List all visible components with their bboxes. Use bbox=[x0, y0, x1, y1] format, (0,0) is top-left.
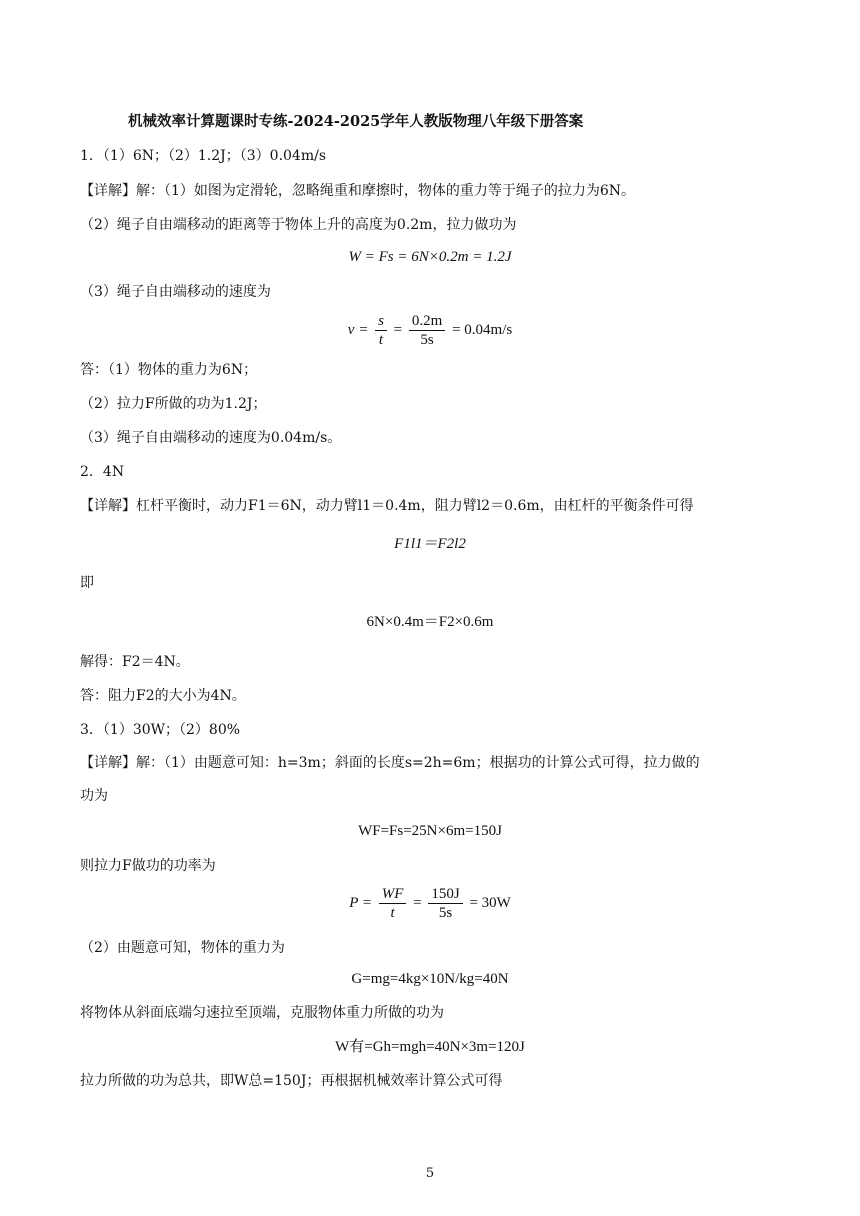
q1-conclusion-1: 答：（1）物体的重力为6N； bbox=[80, 362, 258, 378]
fraction-denominator: t bbox=[378, 332, 384, 348]
fraction-values bbox=[409, 312, 445, 349]
power-lhs: P = bbox=[349, 894, 372, 911]
q1-conclusion-2: （2）拉力F所做的功为1.2J； bbox=[80, 396, 267, 412]
q3-gravity-equation: G=mg=4kg×10N/kg=40N bbox=[351, 971, 509, 987]
q3-detail-line2: 功为 bbox=[80, 788, 108, 804]
fraction-denominator: t bbox=[390, 905, 395, 921]
equals-sign: = bbox=[393, 321, 403, 338]
q3-lift-text: 将物体从斜面底端匀速拉至顶端，克服物体重力所做的功为 bbox=[80, 1005, 444, 1021]
q3-work-equation: WF=Fs=25N×6m=150J bbox=[358, 823, 502, 839]
fraction-numerator: WF bbox=[379, 885, 407, 904]
fraction-numerator: 150J bbox=[428, 885, 462, 904]
q3-detail-line1: 【详解】解：（1）由题意可知：h=3m；斜面的长度s=2h=6m；根据功的计算公式可得，拉力做的 bbox=[80, 755, 700, 771]
page-number: 5 bbox=[425, 1166, 435, 1181]
q3-power-equation bbox=[0, 885, 860, 922]
fraction-s-over-t bbox=[375, 312, 387, 349]
q1-velocity-equation bbox=[0, 312, 860, 349]
velocity-lhs: v = bbox=[347, 321, 369, 338]
q3-part2: （2）由题意可知，物体的重力为 bbox=[80, 940, 285, 956]
power-result: = 30W bbox=[469, 894, 511, 911]
equals-sign: = bbox=[413, 894, 422, 911]
q2-ji: 即 bbox=[80, 575, 94, 591]
q1-part3: （3）绳子自由端移动的速度为 bbox=[80, 284, 271, 300]
fraction-values bbox=[428, 885, 462, 922]
q2-detail: 【详解】杠杆平衡时，动力F1＝6N，动力臂l1＝0.4m，阻力臂l2＝0.6m，由杠杆的平衡条件可得 bbox=[80, 498, 694, 514]
q1-conclusion-3: （3）绳子自由端移动的速度为0.04m/s。 bbox=[80, 430, 342, 446]
q3-answer: 3．（1）30W；（2）80% bbox=[80, 722, 241, 738]
q2-conclusion: 答：阻力F2的大小为4N。 bbox=[80, 688, 246, 704]
q1-answer: 1．（1）6N；（2）1.2J；（3）0.04m/s bbox=[80, 148, 327, 164]
q1-part2: （2）绳子自由端移动的距离等于物体上升的高度为0.2m，拉力做功为 bbox=[80, 217, 517, 233]
fraction-denominator: 5s bbox=[420, 332, 434, 348]
q2-substitution-equation: 6N×0.4m＝F2×0.6m bbox=[366, 614, 494, 630]
q1-detail: 【详解】解：（1）如图为定滑轮，忽略绳重和摩擦时，物体的重力等于绳子的拉力为6N。 bbox=[80, 183, 636, 199]
velocity-result: = 0.04m/s bbox=[452, 321, 513, 338]
q3-total-work-text: 拉力所做的功为总共，即W总=150J；再根据机械效率计算公式可得 bbox=[80, 1073, 503, 1089]
q1-work-equation: W = Fs = 6N×0.2m = 1.2J bbox=[348, 249, 512, 265]
q2-balance-equation: F1l1＝F2l2 bbox=[394, 536, 466, 552]
q2-solve: 解得：F2＝4N。 bbox=[80, 654, 190, 670]
fraction-numerator: s bbox=[375, 312, 387, 331]
fraction-numerator: 0.2m bbox=[409, 312, 445, 331]
q3-power-intro: 则拉力F做功的功率为 bbox=[80, 858, 216, 874]
q2-answer: 2．4N bbox=[80, 464, 125, 480]
fraction-wf-over-t bbox=[379, 885, 407, 922]
document-title: 机械效率计算题课时专练-2024-2025学年人教版物理八年级下册答案 bbox=[128, 113, 584, 130]
q3-useful-work-equation: W有=Gh=mgh=40N×3m=120J bbox=[335, 1039, 525, 1055]
fraction-denominator: 5s bbox=[438, 905, 453, 921]
